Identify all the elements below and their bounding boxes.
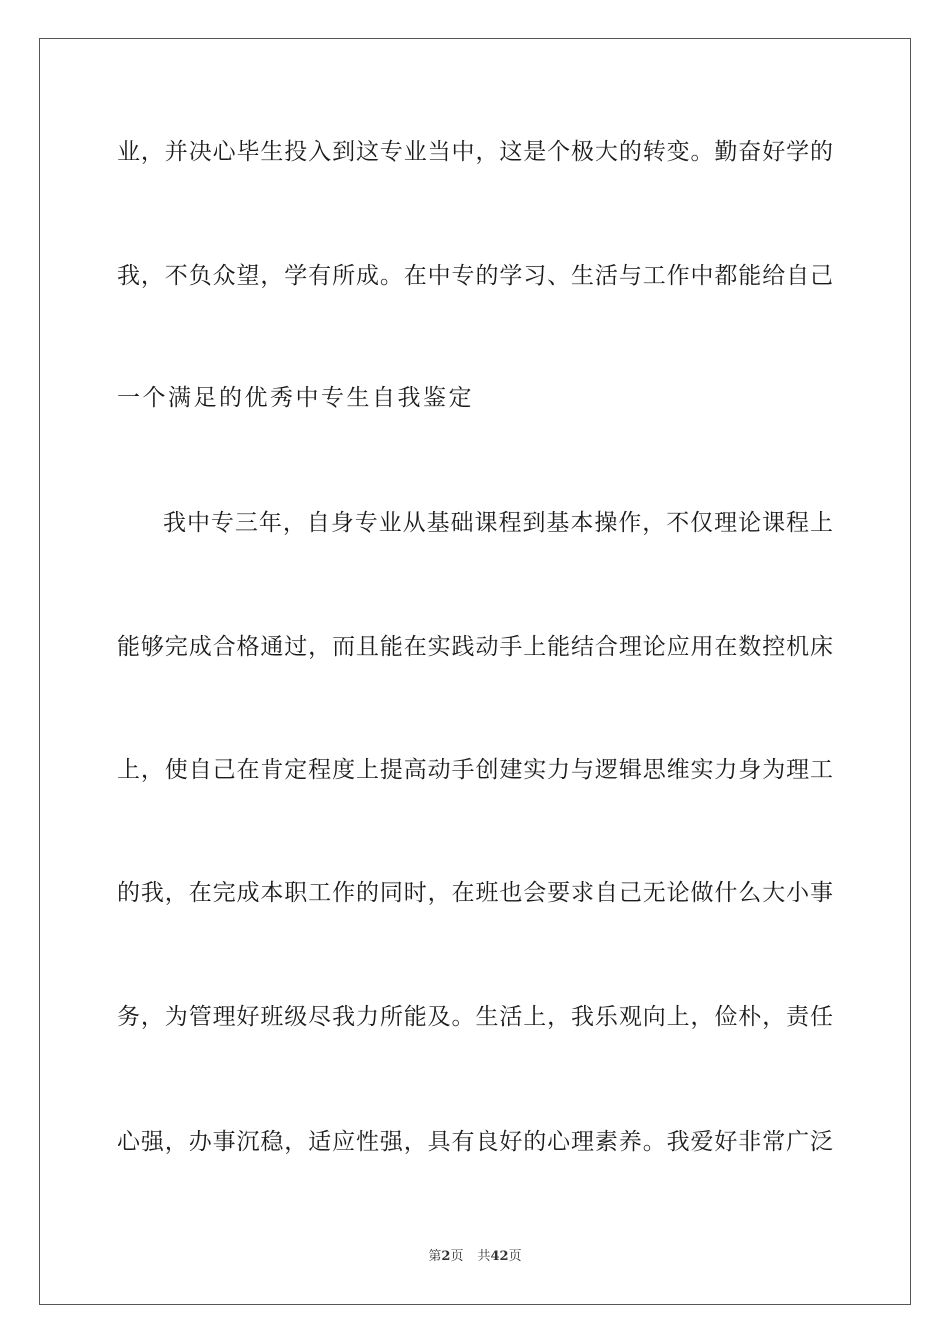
page-total: 42: [490, 1249, 509, 1264]
body-line-6: 上，使自己在肯定程度上提高动手创建实力与逻辑思维实力身为理工: [117, 757, 833, 783]
body-line-8: 务，为管理好班级尽我力所能及。生活上，我乐观向上，俭朴，责任: [117, 1004, 833, 1030]
page-footer: [0, 1248, 950, 1266]
page-suffix: 页: [450, 1249, 464, 1264]
body-line-9: 心强，办事沉稳，适应性强，具有良好的心理素养。我爱好非常广泛: [117, 1129, 833, 1155]
body-line-5: 能够完成合格通过，而且能在实践动手上能结合理论应用在数控机床: [117, 634, 833, 660]
body-line-1: 业，并决心毕生投入到这专业当中，这是个极大的转变。勤奋好学的: [117, 139, 833, 165]
page-current: 2: [441, 1249, 451, 1264]
page-border: [39, 38, 911, 1305]
body-line-3: 一个满足的优秀中专生自我鉴定: [117, 385, 474, 411]
body-line-2: 我，不负众望，学有所成。在中专的学习、生活与工作中都能给自己: [117, 263, 833, 289]
body-line-4: 我中专三年，自身专业从基础课程到基本操作，不仅理论课程上: [163, 510, 833, 536]
total-prefix: 共: [477, 1249, 491, 1264]
body-line-7: 的我，在完成本职工作的同时，在班也会要求自己无论做什么大小事: [117, 880, 833, 906]
total-suffix: 页: [508, 1249, 522, 1264]
page-prefix: 第: [428, 1249, 442, 1264]
